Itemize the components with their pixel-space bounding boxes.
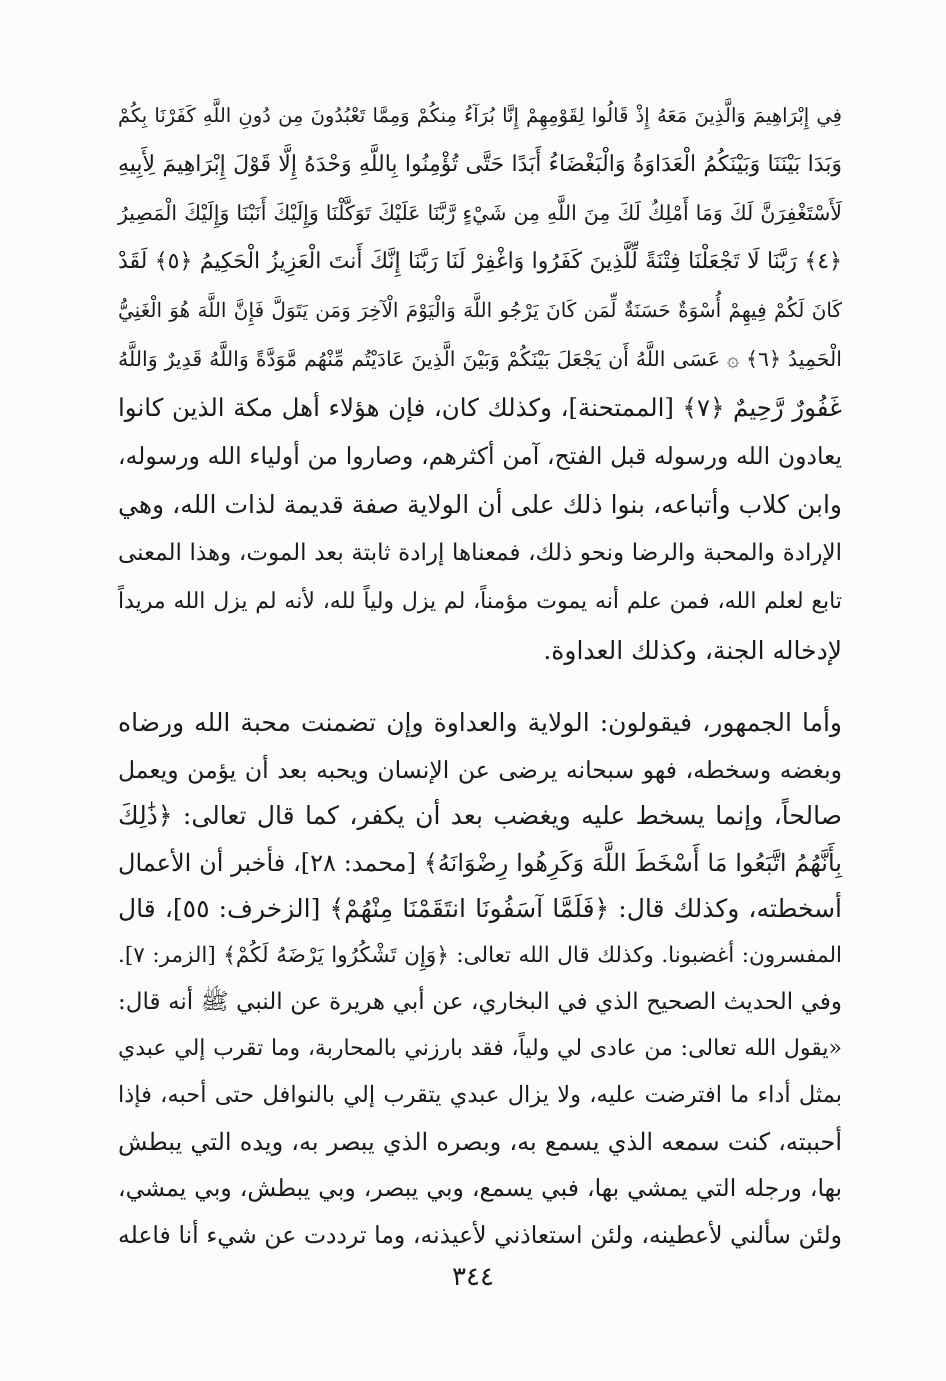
text-line: بِأَنَّهُمُ اتَّبَعُوا مَا أَسْخَطَ اللَّهَ وَكَرِهُوا رِضْوَانَهُ﴾ [محمد: ٢٨]، فأخبر أن الأعمال <box>118 848 842 877</box>
text-line: المفسرون: أغضبونا. وكذلك قال الله تعالى: ﴿وَإِن تَشْكُرُوا يَرْضَهُ لَكُمْ﴾ [الزمر: ٧]. <box>118 942 842 968</box>
text-line: بها، ورجله التي يمشي بها، فبي يسمع، وبي يبصر، وبي يبطش، وبي يمشي، <box>118 1174 842 1202</box>
text-line: أحببته، كنت سمعه الذي يسمع به، وبصره الذي يبصر به، ويده التي يبطش <box>118 1127 842 1156</box>
text-line: «يقول الله تعالى: من عادى لي ولياً، فقد بارزني بالمحاربة، وما تقرب إلي عبدي <box>118 1035 842 1061</box>
text-line: ﴿٤﴾ رَبَّنَا لَا تَجْعَلْنَا فِتْنَةً لِّلَّذِينَ كَفَرُوا وَاغْفِرْ لَنَا رَبَّنَا إِنَّكَ أَنتَ الْعَزِيزُ الْحَكِيمُ ﴿٥﴾ لَقَدْ <box>118 248 843 274</box>
text-line: لإدخاله الجنة، وكذلك العداوة. <box>543 635 842 665</box>
text-line: ولئن سألني لأعطينه، ولئن استعاذني لأعيذنه، وما ترددت عن شيء أنا فاعله <box>118 1220 842 1249</box>
text-line: وابن كلاب وأتباعه، بنوا ذلك على أن الولاية صفة قديمة لذات الله، وهي <box>118 489 842 519</box>
text-line: الإرادة والمحبة والرضا ونحو ذلك، فمعناها إرادة ثابتة بعد الموت، وهذا المعنى <box>118 540 842 567</box>
text-line: لَأَسْتَغْفِرَنَّ لَكَ وَمَا أَمْلِكُ لَكَ مِنَ اللَّهِ مِن شَيْءٍ رَّبَّنَا عَلَيْكَ تَوَكَّلْنَا وَإِلَيْكَ أَنَبْنَا وَإِلَيْكَ الْمَصِيرُ <box>118 201 842 226</box>
text-line: وفي الحديث الصحيح الذي في البخاري، عن أبي هريرة عن النبي ﷺ أنه قال: <box>118 989 842 1015</box>
text-line: غَفُورٌ رَّحِيمٌ ﴿٧﴾ [الممتحنة]، وكذلك كان، فإن هؤلاء أهل مكة الذين كانوا <box>118 392 842 422</box>
text-line: وبغضه وسخطه، فهو سبحانه يرضى عن الإنسان ويحبه بعد أن يؤمن ويعمل <box>118 755 842 784</box>
text-line: وأما الجمهور، فيقولون: الولاية والعداوة وإن تضمنت محبة الله ورضاه <box>118 708 842 737</box>
paragraph-jumhur-view <box>118 700 842 1258</box>
text-line: أسخطته، وكذلك قال: ﴿فَلَمَّا آسَفُونَا انتَقَمْنَا مِنْهُمْ﴾ [الزخرف: ٥٥]، قال <box>118 894 842 923</box>
text-line: يعادون الله ورسوله قبل الفتح، آمن أكثرهم، وصاروا من أولياء الله ورسوله، <box>118 442 842 471</box>
text-line: تابع لعلم الله، فمن علم أنه يموت مؤمناً، لم يزل ولياً لله، لأنه لم يزل الله مريداً <box>118 588 842 614</box>
text-line: بمثل أداء ما افترضت عليه، ولا يزال عبدي يتقرب إلي بالنوافل حتى أحبه، فإذا <box>118 1082 842 1108</box>
text-line: كَانَ لَكُمْ فِيهِمْ أُسْوَةٌ حَسَنَةٌ لِّمَن كَانَ يَرْجُو اللَّهَ وَالْيَوْمَ الْآخِرَ وَمَن يَتَوَلَّ فَإِنَّ اللَّهَ هُوَ الْغَنِيُّ <box>118 298 842 323</box>
text-line: فِي إِبْرَاهِيمَ وَالَّذِينَ مَعَهُ إِذْ قَالُوا لِقَوْمِهِمْ إِنَّا بُرَآءُ مِنكُمْ وَمِمَّا تَعْبُدُونَ مِن دُونِ اللَّهِ كَفَرْنَا بِكُمْ <box>118 104 842 127</box>
text-line: صالحاً، وإنما يسخط عليه ويغضب بعد أن يكفر، كما قال تعالى: ﴿ذَٰلِكَ <box>118 801 842 830</box>
paragraph-quran-and-commentary <box>118 92 842 675</box>
text-line: وَبَدَا بَيْنَنَا وَبَيْنَكُمُ الْعَدَاوَةُ وَالْبَغْضَاءُ أَبَدًا حَتَّى تُؤْمِنُوا بِاللَّهِ وَحْدَهُ إِلَّا قَوْلَ إِبْرَاهِيمَ لِأَبِيهِ <box>118 151 842 177</box>
page-number: ٣٤٤ <box>452 1262 494 1292</box>
text-line: الْحَمِيدُ ﴿٦﴾ ۞ عَسَى اللَّهُ أَن يَجْعَلَ بَيْنَكُمْ وَبَيْنَ الَّذِينَ عَادَيْتُم مِّنْهُم مَّوَدَّةً وَاللَّهُ قَدِيرٌ وَاللَّهُ <box>118 346 842 371</box>
